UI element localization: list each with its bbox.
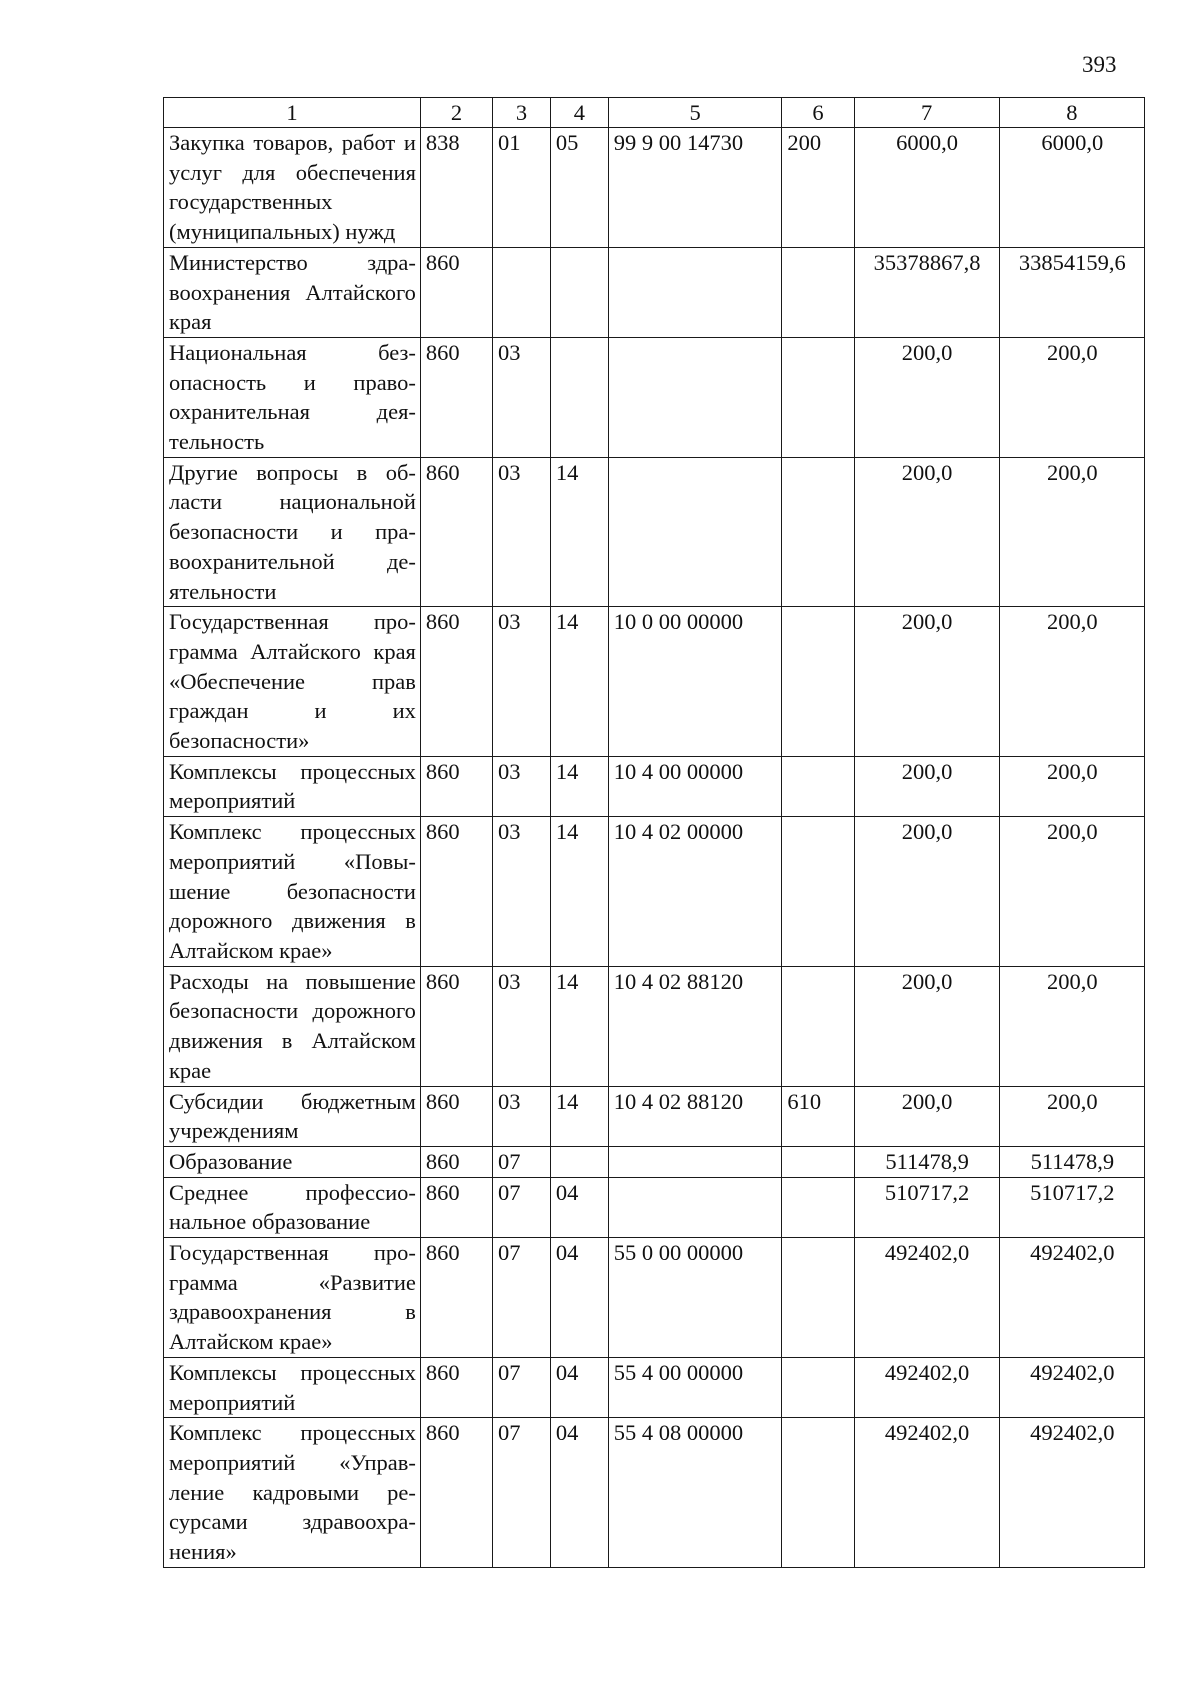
expense-type-cell — [782, 966, 854, 1086]
amount-col7-cell: 35378867,8 — [854, 247, 999, 337]
amount-col7-cell: 492402,0 — [854, 1357, 999, 1417]
section-cell: 01 — [493, 128, 551, 248]
amount-col8-cell: 492402,0 — [999, 1418, 1144, 1568]
amount-col7-cell: 200,0 — [854, 457, 999, 607]
row-name-cell: Комплекс процессных мероприятий «Повышение безопасности дорожного движения в Алтайском крае» — [164, 817, 421, 967]
page-number: 393 — [1082, 52, 1117, 77]
amount-col7-cell: 6000,0 — [854, 128, 999, 248]
table-row — [164, 607, 1145, 757]
table-header-row — [164, 98, 1145, 128]
header-cell: 6 — [782, 98, 854, 128]
section-cell: 07 — [493, 1177, 551, 1237]
section-cell: 03 — [493, 817, 551, 967]
table-row — [164, 966, 1145, 1086]
admin-code-cell: 860 — [420, 1146, 492, 1177]
table-row — [164, 1418, 1145, 1568]
section-cell: 03 — [493, 607, 551, 757]
row-name-cell: Другие вопросы в области национальной безопасности и правоохранительной деятельности — [164, 457, 421, 607]
table-row — [164, 756, 1145, 816]
row-name-cell: Среднее профессиональное образование — [164, 1177, 421, 1237]
table-row — [164, 457, 1145, 607]
admin-code-cell: 860 — [420, 607, 492, 757]
admin-code-cell: 838 — [420, 128, 492, 248]
target-article-cell — [608, 1146, 782, 1177]
table-row — [164, 1177, 1145, 1237]
expense-type-cell — [782, 1177, 854, 1237]
subsection-cell — [550, 337, 608, 457]
amount-col8-cell: 200,0 — [999, 607, 1144, 757]
section-cell: 03 — [493, 966, 551, 1086]
section-cell: 07 — [493, 1146, 551, 1177]
expense-type-cell — [782, 337, 854, 457]
target-article-cell — [608, 457, 782, 607]
subsection-cell: 04 — [550, 1418, 608, 1568]
subsection-cell — [550, 1146, 608, 1177]
header-cell: 3 — [493, 98, 551, 128]
target-article-cell — [608, 1177, 782, 1237]
subsection-cell: 14 — [550, 966, 608, 1086]
amount-col8-cell: 200,0 — [999, 1086, 1144, 1146]
admin-code-cell: 860 — [420, 1177, 492, 1237]
row-name-cell: Комплексы процессных мероприятий — [164, 1357, 421, 1417]
amount-col8-cell: 510717,2 — [999, 1177, 1144, 1237]
header-cell: 7 — [854, 98, 999, 128]
section-cell: 07 — [493, 1357, 551, 1417]
target-article-cell: 55 4 08 00000 — [608, 1418, 782, 1568]
row-name-cell: Государственная программа Алтайского края «Обеспечение прав граждан и их безопасности» — [164, 607, 421, 757]
target-article-cell: 10 4 02 88120 — [608, 1086, 782, 1146]
subsection-cell — [550, 247, 608, 337]
table-row — [164, 817, 1145, 967]
section-cell: 07 — [493, 1238, 551, 1358]
expense-type-cell — [782, 247, 854, 337]
header-cell: 5 — [608, 98, 782, 128]
subsection-cell: 04 — [550, 1177, 608, 1237]
amount-col7-cell: 200,0 — [854, 607, 999, 757]
section-cell: 03 — [493, 337, 551, 457]
amount-col7-cell: 200,0 — [854, 966, 999, 1086]
expense-type-cell — [782, 1238, 854, 1358]
row-name-cell: Комплекс процессных мероприятий «Управление кадровыми ресурсами здравоохранения» — [164, 1418, 421, 1568]
amount-col8-cell: 200,0 — [999, 756, 1144, 816]
header-cell: 1 — [164, 98, 421, 128]
expense-type-cell — [782, 756, 854, 816]
section-cell: 03 — [493, 756, 551, 816]
subsection-cell: 14 — [550, 817, 608, 967]
expense-type-cell — [782, 457, 854, 607]
amount-col7-cell: 200,0 — [854, 337, 999, 457]
amount-col8-cell: 511478,9 — [999, 1146, 1144, 1177]
target-article-cell: 55 4 00 00000 — [608, 1357, 782, 1417]
expense-type-cell — [782, 1146, 854, 1177]
table-row — [164, 1357, 1145, 1417]
amount-col8-cell: 6000,0 — [999, 128, 1144, 248]
admin-code-cell: 860 — [420, 247, 492, 337]
row-name-cell: Национальная безопасность и правоохранительная деятельность — [164, 337, 421, 457]
target-article-cell: 10 4 02 00000 — [608, 817, 782, 967]
amount-col8-cell: 200,0 — [999, 457, 1144, 607]
table-row — [164, 337, 1145, 457]
amount-col7-cell: 492402,0 — [854, 1418, 999, 1568]
row-name-cell: Комплексы процессных мероприятий — [164, 756, 421, 816]
subsection-cell: 14 — [550, 756, 608, 816]
subsection-cell: 04 — [550, 1238, 608, 1358]
section-cell: 07 — [493, 1418, 551, 1568]
admin-code-cell: 860 — [420, 337, 492, 457]
section-cell: 03 — [493, 457, 551, 607]
table-row — [164, 1146, 1145, 1177]
subsection-cell: 14 — [550, 607, 608, 757]
table-row — [164, 247, 1145, 337]
amount-col7-cell: 511478,9 — [854, 1146, 999, 1177]
admin-code-cell: 860 — [420, 1418, 492, 1568]
subsection-cell: 04 — [550, 1357, 608, 1417]
target-article-cell: 10 0 00 00000 — [608, 607, 782, 757]
header-cell: 8 — [999, 98, 1144, 128]
row-name-cell: Расходы на повышение безопасности дорожного движения в Алтайском крае — [164, 966, 421, 1086]
target-article-cell: 55 0 00 00000 — [608, 1238, 782, 1358]
section-cell — [493, 247, 551, 337]
subsection-cell: 14 — [550, 457, 608, 607]
amount-col8-cell: 200,0 — [999, 966, 1144, 1086]
row-name-cell: Образование — [164, 1146, 421, 1177]
expense-type-cell — [782, 817, 854, 967]
amount-col8-cell: 492402,0 — [999, 1357, 1144, 1417]
budget-table — [163, 97, 1145, 1568]
expense-type-cell — [782, 1357, 854, 1417]
table-row — [164, 1086, 1145, 1146]
amount-col8-cell: 200,0 — [999, 817, 1144, 967]
admin-code-cell: 860 — [420, 457, 492, 607]
admin-code-cell: 860 — [420, 1357, 492, 1417]
admin-code-cell: 860 — [420, 966, 492, 1086]
target-article-cell — [608, 247, 782, 337]
row-name-cell: Закупка товаров, работ и услуг для обеспечения государственных (муниципальных) нужд — [164, 128, 421, 248]
header-cell: 2 — [420, 98, 492, 128]
table-row — [164, 128, 1145, 248]
amount-col7-cell: 492402,0 — [854, 1238, 999, 1358]
admin-code-cell: 860 — [420, 1238, 492, 1358]
row-name-cell: Министерство здравоохранения Алтайского края — [164, 247, 421, 337]
amount-col8-cell: 33854159,6 — [999, 247, 1144, 337]
amount-col7-cell: 200,0 — [854, 817, 999, 967]
amount-col8-cell: 200,0 — [999, 337, 1144, 457]
expense-type-cell: 610 — [782, 1086, 854, 1146]
row-name-cell: Государственная программа «Развитие здравоохранения в Алтайском крае» — [164, 1238, 421, 1358]
amount-col7-cell: 200,0 — [854, 1086, 999, 1146]
expense-type-cell — [782, 1418, 854, 1568]
target-article-cell: 10 4 02 88120 — [608, 966, 782, 1086]
section-cell: 03 — [493, 1086, 551, 1146]
amount-col7-cell: 200,0 — [854, 756, 999, 816]
admin-code-cell: 860 — [420, 817, 492, 967]
row-name-cell: Субсидии бюджетным учреждениям — [164, 1086, 421, 1146]
expense-type-cell — [782, 607, 854, 757]
subsection-cell: 05 — [550, 128, 608, 248]
subsection-cell: 14 — [550, 1086, 608, 1146]
target-article-cell: 99 9 00 14730 — [608, 128, 782, 248]
admin-code-cell: 860 — [420, 756, 492, 816]
amount-col7-cell: 510717,2 — [854, 1177, 999, 1237]
target-article-cell — [608, 337, 782, 457]
header-cell: 4 — [550, 98, 608, 128]
admin-code-cell: 860 — [420, 1086, 492, 1146]
amount-col8-cell: 492402,0 — [999, 1238, 1144, 1358]
table-row — [164, 1238, 1145, 1358]
target-article-cell: 10 4 00 00000 — [608, 756, 782, 816]
expense-type-cell: 200 — [782, 128, 854, 248]
